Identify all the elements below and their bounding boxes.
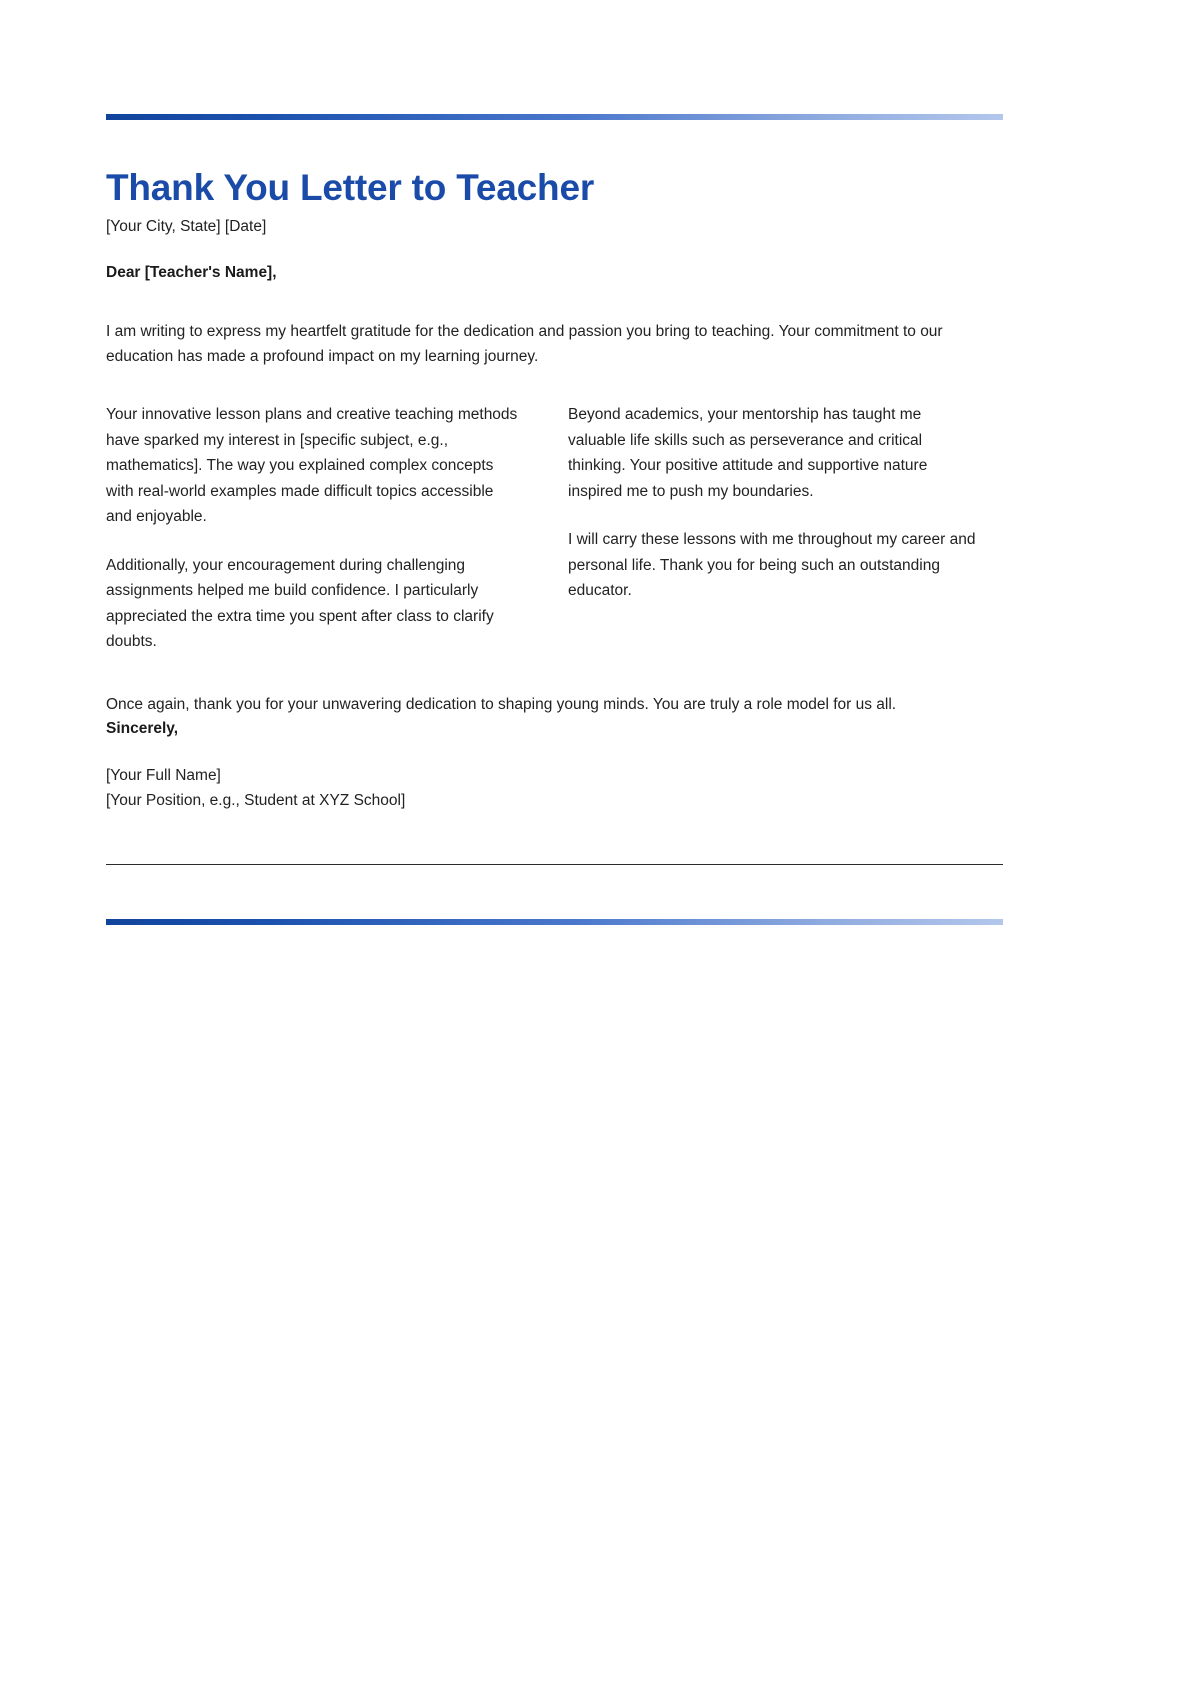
- right-column: [568, 402, 982, 655]
- two-column-body: [106, 402, 1003, 655]
- left-column-paragraph: Your innovative lesson plans and creative teaching methods have sparked my interest in [specific subject, e.g., mathematics]. The way you explained complex concepts with real-world examples made difficult topics accessible and enjoyable.: [106, 406, 518, 525]
- city-state-date-line: [Your City, State] [Date]: [106, 218, 267, 235]
- left-column-paragraph: Additionally, your encouragement during challenging assignments helped me build confidence. I particularly appreciated the extra time you spent after class to clarify doubts.: [106, 556, 494, 650]
- bottom-gradient-rule: [106, 919, 1003, 925]
- left-column: [106, 402, 520, 655]
- intro-paragraph: I am writing to express my heartfelt gratitude for the dedication and passion you bring to teaching. Your commitment to our education has made a profound impact on my learning journey.: [106, 322, 943, 365]
- top-gradient-rule: [106, 114, 1003, 120]
- salutation: Dear [Teacher's Name],: [106, 264, 277, 281]
- signature-position-line: [Your Position, e.g., Student at XYZ School]: [106, 792, 406, 809]
- signature-block: [106, 763, 405, 813]
- closing-paragraph: Once again, thank you for your unwavering dedication to shaping young minds. You are truly a role model for us all.: [106, 695, 897, 713]
- signoff: Sincerely,: [106, 720, 179, 737]
- footer-divider: [106, 864, 1003, 865]
- signature-name-line: [Your Full Name]: [106, 767, 221, 784]
- right-column-paragraph: Beyond academics, your mentorship has taught me valuable life skills such as perseverance and critical thinking. Your positive attitude and supportive nature inspired me to push my boundaries.: [568, 406, 928, 500]
- right-column-paragraph: I will carry these lessons with me throughout my career and personal life. Thank you for being such an outstanding educator.: [568, 531, 976, 599]
- page-title: Thank You Letter to Teacher: [106, 166, 595, 208]
